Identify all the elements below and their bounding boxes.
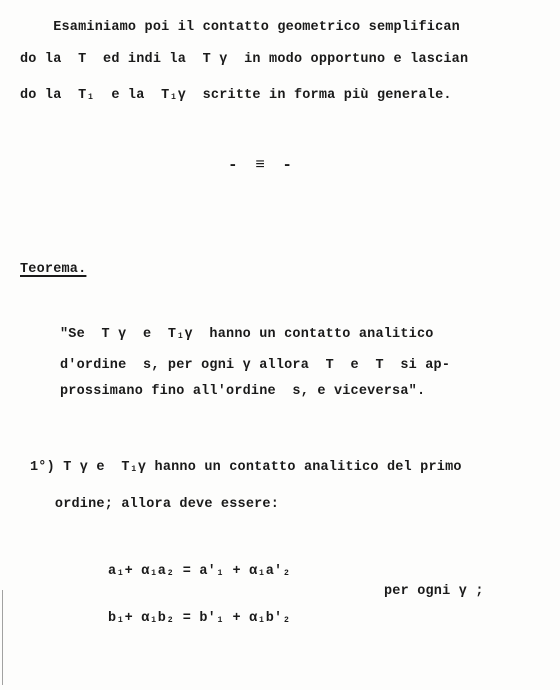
equation-2: b₁+ α₁b₂ = b'₁ + α₁b'₂ xyxy=(108,611,291,626)
intro-line-2: do la T ed indi la T γ in modo opportuno e lascian xyxy=(20,52,469,67)
theorem-line-3: prossimano fino all'ordine s, e viceversa". xyxy=(60,384,426,399)
equation-1: a₁+ α₁a₂ = a'₁ + α₁a'₂ xyxy=(108,564,291,579)
intro-line-3: do la T₁ e la T₁γ scritte in forma più generale. xyxy=(20,88,452,103)
scan-margin-line xyxy=(2,590,3,685)
theorem-heading: Teorema. xyxy=(20,262,87,277)
case-one-line-2: ordine; allora deve essere: xyxy=(30,497,280,512)
case-one-line-1: 1°) T γ e T₁γ hanno un contatto analitico del primo xyxy=(30,460,462,475)
theorem-line-1: "Se T γ e T₁γ hanno un contatto analitico xyxy=(60,327,434,342)
equation-note: per ogni γ ; xyxy=(384,584,484,599)
intro-line-1: Esaminiamo poi il contatto geometrico semplifican xyxy=(20,20,460,35)
theorem-line-2: d'ordine s, per ogni γ allora T e T si ap- xyxy=(60,358,451,373)
section-separator: - ≡ - xyxy=(228,156,297,174)
